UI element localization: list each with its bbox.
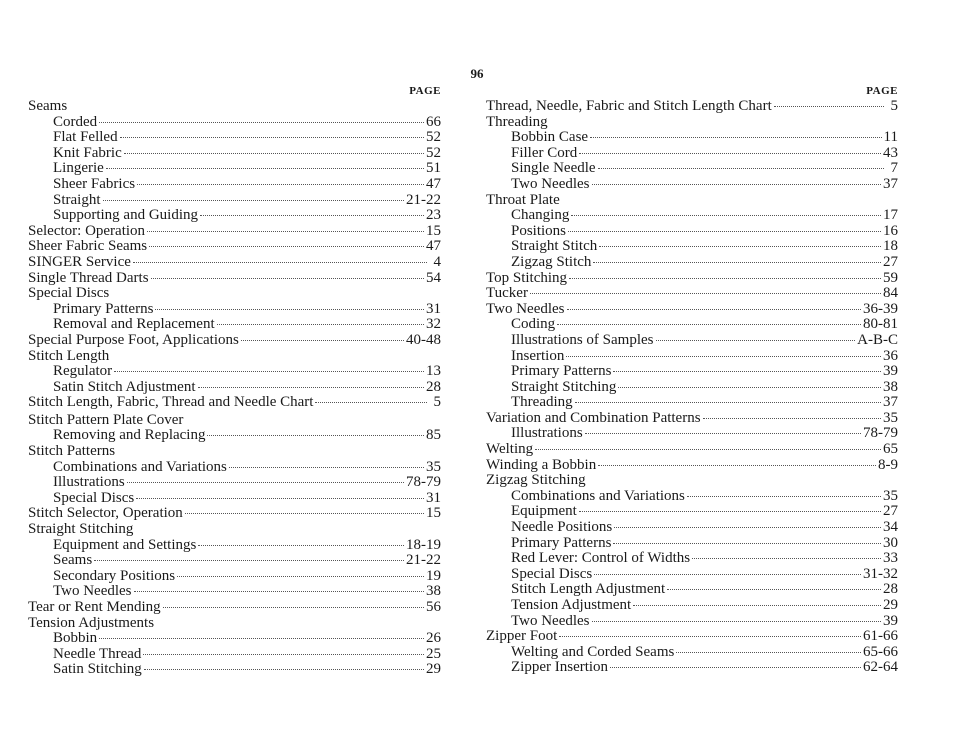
entry-label: Threading — [486, 113, 548, 130]
entry-page-ref: 5 — [890, 98, 898, 114]
entry-page-ref: 15 — [426, 505, 441, 522]
dot-leader — [568, 231, 881, 232]
index-subentry — [486, 333, 898, 349]
entry-page-ref: 78-79 — [406, 474, 441, 491]
entry-label: Tension Adjustments — [28, 614, 155, 631]
index-subentry — [486, 239, 898, 255]
dot-leader — [177, 576, 424, 577]
index-subentry — [28, 553, 441, 569]
entry-label: Single Needle — [511, 160, 596, 177]
entry-page-ref: 38 — [426, 583, 441, 600]
dot-leader — [593, 262, 881, 263]
entry-label: Two Needles — [511, 175, 590, 192]
dot-leader — [151, 278, 424, 279]
index-subentry — [28, 538, 441, 554]
entry-page-ref: 37 — [883, 175, 898, 192]
dot-leader — [99, 638, 424, 639]
dot-leader — [163, 607, 424, 608]
entry-label: Stitch Patterns — [28, 443, 116, 460]
index-subentry — [28, 146, 441, 162]
dot-leader — [559, 636, 861, 637]
index-entry — [28, 271, 441, 287]
dot-leader — [530, 293, 881, 294]
entry-label: Top Stitching — [486, 269, 568, 286]
entry-label: Stitch Length, Fabric, Thread and Needle Chart — [28, 394, 314, 411]
entry-label: Needle Thread — [53, 645, 142, 662]
index-subentry — [486, 317, 898, 333]
index-subentry — [486, 645, 898, 661]
index-subentry — [486, 489, 898, 505]
entry-page-ref: 39 — [883, 612, 898, 629]
dot-leader — [535, 449, 881, 450]
entry-label: Thread, Needle, Fabric and Stitch Length Chart — [486, 98, 772, 114]
index-subentry — [486, 551, 898, 567]
entry-page-ref: 80-81 — [863, 316, 898, 333]
dot-leader — [579, 511, 881, 512]
entry-label: Straight — [53, 191, 101, 208]
entry-label: Supporting and Guiding — [53, 207, 198, 224]
index-entry — [486, 302, 898, 318]
index-entry — [28, 255, 441, 271]
dot-leader — [200, 215, 424, 216]
entry-page-ref: 39 — [883, 363, 898, 380]
entry-label: Insertion — [511, 347, 565, 364]
entry-page-ref: 62-64 — [863, 659, 898, 676]
entry-page-ref: 66 — [426, 113, 441, 130]
dot-leader — [198, 545, 404, 546]
dot-leader — [610, 667, 861, 668]
entry-page-ref: 11 — [883, 129, 898, 146]
entry-label: Regulator — [53, 363, 113, 380]
entry-page-ref: 52 — [426, 144, 441, 161]
entry-label: Primary Patterns — [511, 534, 612, 551]
index-subentry — [28, 161, 441, 177]
entry-page-ref: 29 — [883, 597, 898, 613]
index-subentry — [486, 567, 898, 583]
index-subentry — [28, 460, 441, 476]
index-entry — [28, 444, 441, 460]
entry-page-ref: 28 — [426, 378, 441, 395]
index-entry — [486, 411, 898, 427]
entry-page-ref: 21-22 — [406, 191, 441, 208]
dot-leader — [99, 122, 424, 123]
entry-label: Bobbin — [53, 630, 98, 647]
dot-leader — [579, 153, 881, 154]
index-subentry — [28, 631, 441, 647]
entry-page-ref: 35 — [883, 487, 898, 504]
entry-label: Variation and Combination Patterns — [486, 409, 701, 426]
index-subentry — [28, 662, 441, 678]
entry-label: Stitch Length Adjustment — [511, 581, 666, 598]
index-entry — [28, 506, 441, 522]
entry-page-ref: 47 — [426, 238, 441, 255]
dot-leader — [594, 574, 861, 575]
index-subentry — [486, 130, 898, 146]
entry-label: Welting and Corded Seams — [511, 643, 675, 660]
entry-label: Tucker — [486, 285, 528, 302]
index-subentry — [28, 302, 441, 318]
index-entry — [28, 413, 441, 429]
dot-leader — [703, 418, 881, 419]
dot-leader — [774, 106, 884, 107]
entry-page-ref: 28 — [883, 581, 898, 598]
entry-label: Filler Cord — [511, 144, 578, 161]
index-entries — [28, 99, 441, 678]
entry-page-ref: 25 — [426, 645, 441, 662]
index-entry — [486, 629, 898, 645]
dot-leader — [598, 168, 884, 169]
dot-leader — [590, 137, 881, 138]
index-subentry — [486, 224, 898, 240]
dot-leader — [134, 591, 424, 592]
entry-page-ref: 52 — [426, 129, 441, 146]
index-subentry — [486, 395, 898, 411]
index-subentry — [486, 426, 898, 442]
index-subentry — [28, 177, 441, 193]
index-subentry — [28, 475, 441, 491]
index-entries — [486, 99, 898, 676]
entry-label: Combinations and Variations — [53, 458, 227, 475]
entry-label: Straight Stitching — [511, 378, 617, 395]
dot-leader — [207, 435, 424, 436]
entry-page-ref: 78-79 — [863, 425, 898, 442]
index-subentry — [28, 569, 441, 585]
entry-label: Illustrations — [511, 425, 583, 442]
page-number: 96 — [470, 66, 484, 81]
entry-page-ref: 27 — [883, 253, 898, 270]
entry-label: Seams — [28, 98, 68, 114]
dot-leader — [613, 371, 881, 372]
dot-leader — [94, 560, 404, 561]
entry-label: Straight Stitch — [511, 238, 598, 255]
dot-leader — [633, 605, 881, 606]
entry-page-ref: 4 — [433, 253, 441, 270]
entry-page-ref: 31-32 — [863, 565, 898, 582]
index-subentry — [28, 208, 441, 224]
dot-leader — [599, 246, 881, 247]
index-subentry — [28, 584, 441, 600]
index-subentry — [28, 364, 441, 380]
entry-page-ref: 59 — [883, 269, 898, 286]
entry-label: Combinations and Variations — [511, 487, 685, 504]
entry-label: Needle Positions — [511, 519, 613, 536]
entry-page-ref: 31 — [426, 300, 441, 317]
index-subentry — [486, 255, 898, 271]
entry-label: Two Needles — [53, 583, 132, 600]
dot-leader — [618, 387, 881, 388]
entry-page-ref: 65 — [883, 441, 898, 458]
index-subentry — [486, 582, 898, 598]
index-entry — [28, 349, 441, 365]
index-entry — [486, 99, 898, 115]
page-column-header: PAGE — [409, 85, 441, 97]
entry-page-ref: 23 — [426, 207, 441, 224]
entry-page-ref: 33 — [883, 550, 898, 567]
dot-leader — [103, 200, 405, 201]
entry-label: Removing and Replacing — [53, 427, 206, 444]
dot-leader — [106, 168, 424, 169]
dot-leader — [241, 340, 404, 341]
entry-label: Sheer Fabrics — [53, 175, 136, 192]
entry-label: Tear or Rent Mending — [28, 599, 161, 615]
index-entry — [486, 193, 898, 209]
entry-page-ref: 5 — [433, 394, 441, 411]
dot-leader — [667, 589, 881, 590]
entry-page-ref: 38 — [883, 378, 898, 395]
entry-page-ref: 13 — [426, 363, 441, 380]
entry-label: Equipment and Settings — [53, 536, 197, 553]
dot-leader — [557, 324, 861, 325]
dot-leader — [571, 215, 881, 216]
entry-page-ref: 40-48 — [406, 331, 441, 348]
index-column-right — [486, 84, 898, 676]
dot-leader — [614, 527, 881, 528]
index-subentry — [28, 130, 441, 146]
index-subentry — [486, 177, 898, 193]
dot-leader — [133, 262, 427, 263]
index-entry — [486, 271, 898, 287]
entry-page-ref: 21-22 — [406, 552, 441, 569]
dot-leader — [566, 356, 881, 357]
entry-page-ref: 56 — [426, 599, 441, 615]
entry-label: Satin Stitch Adjustment — [53, 378, 196, 395]
index-subentry — [28, 647, 441, 663]
dot-leader — [217, 324, 424, 325]
entry-label: Zigzag Stitching — [486, 472, 586, 489]
entry-label: Throat Plate — [486, 191, 560, 208]
entry-label: Corded — [53, 113, 98, 130]
entry-page-ref: 19 — [426, 567, 441, 584]
index-subentry — [28, 115, 441, 131]
entry-page-ref: 65-66 — [863, 643, 898, 660]
entry-page-ref: 37 — [883, 394, 898, 411]
dot-leader — [185, 513, 424, 514]
dot-leader — [136, 498, 424, 499]
entry-label: Selector: Operation — [28, 222, 146, 239]
entry-page-ref: A-B-C — [857, 331, 898, 348]
entry-page-ref: 51 — [426, 160, 441, 177]
dot-leader — [198, 387, 424, 388]
entry-page-ref: 43 — [883, 144, 898, 161]
entry-page-ref: 18-19 — [406, 536, 441, 553]
entry-label: Flat Felled — [53, 129, 118, 146]
entry-label: Positions — [511, 222, 567, 239]
entry-page-ref: 54 — [426, 269, 441, 286]
entry-page-ref: 85 — [426, 427, 441, 444]
entry-label: Special Discs — [53, 489, 135, 506]
index-subentry — [28, 193, 441, 209]
dot-leader — [127, 482, 404, 483]
dot-leader — [567, 309, 861, 310]
entry-label: Straight Stitching — [28, 521, 134, 538]
entry-label: Satin Stitching — [53, 661, 142, 678]
dot-leader — [229, 467, 424, 468]
entry-label: Sheer Fabric Seams — [28, 238, 148, 255]
entry-label: Lingerie — [53, 160, 104, 177]
index-subentry — [486, 146, 898, 162]
dot-leader — [613, 543, 881, 544]
index-subentry — [486, 598, 898, 614]
index-subentry — [486, 520, 898, 536]
entry-label: Red Lever: Control of Widths — [511, 550, 691, 567]
entry-page-ref: 29 — [426, 661, 441, 678]
entry-label: Seams — [53, 552, 93, 569]
entry-label: Primary Patterns — [511, 363, 612, 380]
index-entry — [28, 600, 441, 616]
index-column-left — [28, 84, 441, 678]
index-entry — [28, 333, 441, 349]
page-column-header: PAGE — [866, 85, 898, 97]
entry-label: Special Purpose Foot, Applications — [28, 331, 239, 348]
dot-leader — [144, 669, 424, 670]
entry-page-ref: 15 — [426, 222, 441, 239]
entry-page-ref: 31 — [426, 489, 441, 506]
index-subentry — [486, 660, 898, 676]
entry-label: Zipper Foot — [486, 628, 558, 645]
entry-label: Special Discs — [28, 285, 110, 302]
index-entry — [28, 239, 441, 255]
index-subentry — [486, 504, 898, 520]
dot-leader — [575, 402, 881, 403]
entry-page-ref: 61-66 — [863, 628, 898, 645]
dot-leader — [585, 433, 861, 434]
entry-label: Tension Adjustment — [511, 597, 632, 613]
dot-leader — [124, 153, 424, 154]
index-entry — [28, 395, 441, 411]
entry-label: Stitch Selector, Operation — [28, 505, 183, 522]
entry-label: Bobbin Case — [511, 129, 589, 146]
index-entry — [486, 458, 898, 474]
index-entry — [486, 442, 898, 458]
index-entry — [486, 473, 898, 489]
entry-label: Illustrations of Samples — [511, 331, 654, 348]
dot-leader — [114, 371, 424, 372]
dot-leader — [147, 231, 424, 232]
entry-page-ref: 16 — [883, 222, 898, 239]
entry-page-ref: 8-9 — [878, 456, 898, 473]
index-subentry — [486, 536, 898, 552]
entry-page-ref: 36 — [883, 347, 898, 364]
index-subentry — [28, 380, 441, 396]
dot-leader — [137, 184, 424, 185]
entry-label: Equipment — [511, 503, 577, 520]
entry-label: Special Discs — [511, 565, 593, 582]
entry-page-ref: 30 — [883, 534, 898, 551]
dot-leader — [687, 496, 881, 497]
dot-leader — [592, 621, 881, 622]
entry-page-ref: 34 — [883, 519, 898, 536]
entry-page-ref: 32 — [426, 316, 441, 333]
entry-page-ref: 36-39 — [863, 300, 898, 317]
index-entry — [28, 224, 441, 240]
entry-label: Two Needles — [486, 300, 565, 317]
dot-leader — [676, 652, 861, 653]
index-subentry — [486, 380, 898, 396]
entry-page-ref: 47 — [426, 175, 441, 192]
entry-label: Welting — [486, 441, 534, 458]
entry-label: Stitch Length — [28, 347, 110, 364]
index-subentry — [486, 349, 898, 365]
entry-label: Knit Fabric — [53, 144, 122, 161]
entry-label: Zipper Insertion — [511, 659, 609, 676]
dot-leader — [120, 137, 424, 138]
index-subentry — [486, 614, 898, 630]
dot-leader — [598, 465, 876, 466]
entry-label: Stitch Pattern Plate Cover — [28, 411, 184, 428]
index-entry — [28, 616, 441, 632]
dot-leader — [569, 278, 881, 279]
dot-leader — [592, 184, 881, 185]
index-subentry — [28, 491, 441, 507]
entry-label: Primary Patterns — [53, 300, 154, 317]
entry-label: Secondary Positions — [53, 567, 176, 584]
index-entry — [486, 286, 898, 302]
entry-page-ref: 35 — [883, 409, 898, 426]
entry-page-ref: 18 — [883, 238, 898, 255]
dot-leader — [143, 654, 424, 655]
index-subentry — [28, 428, 441, 444]
entry-label: Changing — [511, 207, 570, 224]
entry-label: Winding a Bobbin — [486, 456, 597, 473]
index-entry — [28, 522, 441, 538]
dot-leader — [656, 340, 856, 341]
entry-label: Threading — [511, 394, 573, 411]
entry-label: Illustrations — [53, 474, 125, 491]
entry-label: Two Needles — [511, 612, 590, 629]
entry-label: Zigzag Stitch — [511, 253, 592, 270]
entry-page-ref: 26 — [426, 630, 441, 647]
dot-leader — [155, 309, 424, 310]
index-entry — [28, 286, 441, 302]
entry-page-ref: 35 — [426, 458, 441, 475]
entry-page-ref: 27 — [883, 503, 898, 520]
entry-page-ref: 84 — [883, 285, 898, 302]
index-subentry — [486, 364, 898, 380]
entry-label: Single Thread Darts — [28, 269, 149, 286]
entry-page-ref: 7 — [890, 160, 898, 177]
entry-page-ref: 17 — [883, 207, 898, 224]
entry-label: SINGER Service — [28, 253, 131, 270]
index-subentry — [486, 208, 898, 224]
index-subentry — [28, 317, 441, 333]
dot-leader — [315, 402, 427, 403]
dot-leader — [149, 246, 424, 247]
entry-label: Coding — [511, 316, 556, 333]
index-subentry — [486, 161, 898, 177]
index-entry — [28, 99, 441, 115]
index-entry — [486, 115, 898, 131]
entry-label: Removal and Replacement — [53, 316, 215, 333]
dot-leader — [692, 558, 881, 559]
